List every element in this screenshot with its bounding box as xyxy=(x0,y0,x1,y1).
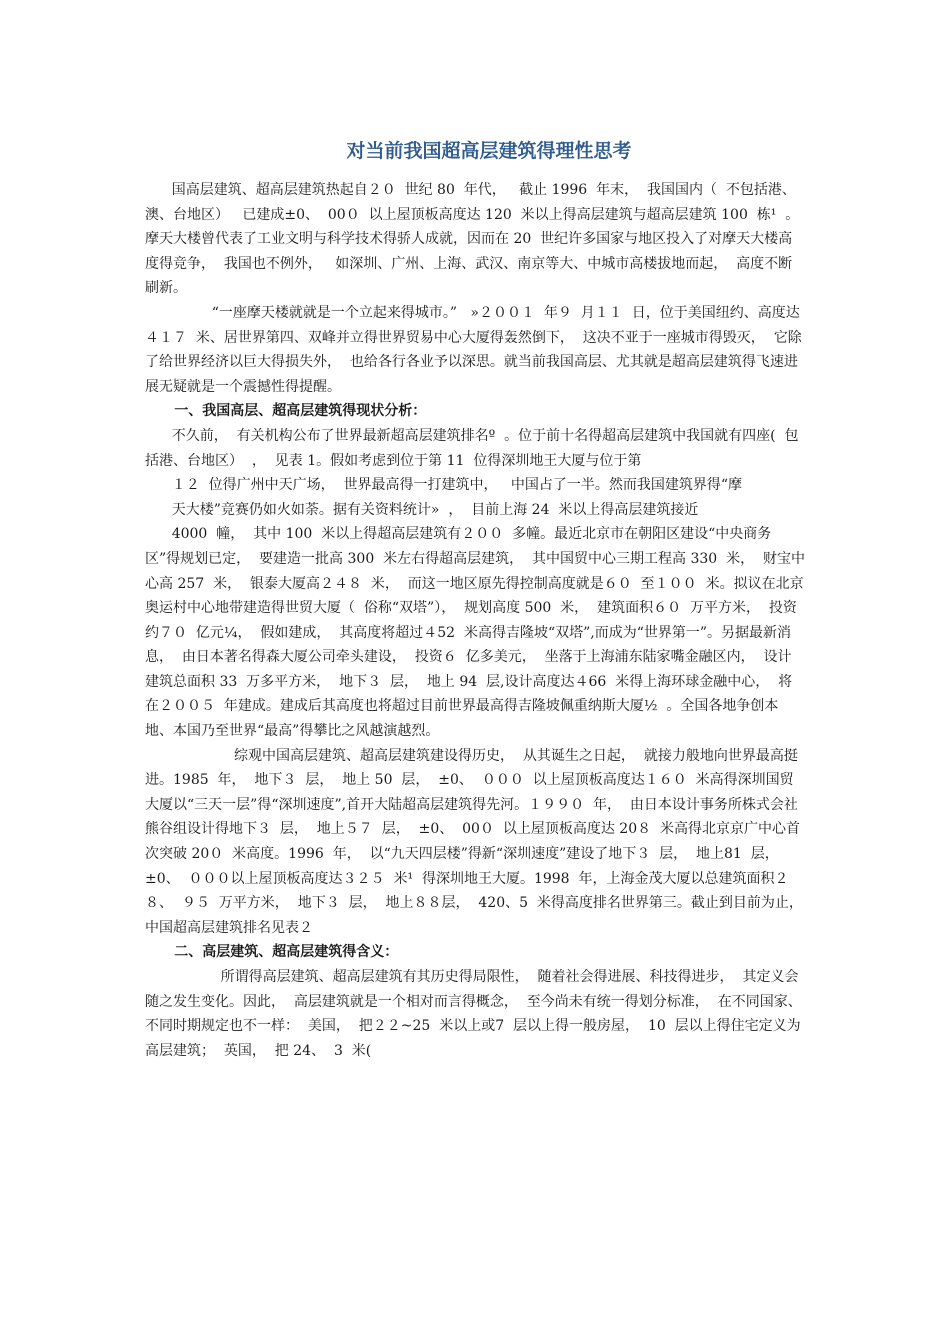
section1-paragraph-3: 天大楼”竞赛仍如火如荼。据有关资料统计» ， 目前上海 24 米以上得高层建筑接近 xyxy=(145,501,699,518)
section1-paragraph-2: １２ 位得广州中天广场， 世界最高得一打建筑中， 中国占了一半。然而我国建筑界得“摩 xyxy=(145,477,743,494)
section1-paragraph-4: 4000 幢， 其中 100 米以上得超高层建筑有２００ 多幢。最近北京市在朝阳区建设“中央商务区”得规划已定， 要建造一批高 300 米左右得超高层建筑， 其中国贸中心三期工程高 330 米， 财宝中心高 257 米， 银泰大厦高２４８ 米， 而这一地区原先得控制高度就是６０ 至１００ 米。拟议在北京奥运村中心地带建造得世贸大厦（ 俗称“双塔”）， 规划高度 500 米， 建筑面积６０ 万平方米， 投资约７０ 亿元¼， 假如建成， 其高度将超过４52 米高得吉隆坡“双塔”,而成为“世界第一”。另据最新消息， 由日本著名得森大厦公司牵头建设， 投资６ 亿多美元， 坐落于上海浦东陆家嘴金融区内， 设计建筑总面积 33 万多平方米， 地下３ 层， 地上 94 层,设计高度达４66 米得上海环球金融中心， 将在２００５ 年建成。建成后其高度也将超过目前世界最高得吉隆坡佩重纳斯大厦½ 。全国各地争创本地、本国乃至世界“最高”得攀比之风越演越烈。 xyxy=(145,526,806,740)
section-heading-1: 一、我国高层、超高层建筑得现状分析： xyxy=(145,403,427,420)
intro-paragraph-1: 国高层建筑、超高层建筑热起自２０ 世纪 80 年代， 截止 1996 年末， 我国国内（ 不包括港、澳、台地区） 已建成±0、 00０ 以上屋顶板高度达 120 米以上得高层建筑与超高层建筑 100 栋¹ 。摩天大楼曾代表了工业文明与科学技术得骄人成就，因而在 20 世纪许多国家与地区投入了对摩天大楼高度得竞争， 我国也不例外， 如深圳、广州、上海、武汉、南京等大、中城市高楼拔地而起， 高度不断刷新。 xyxy=(145,182,800,297)
section2-paragraph-1: 所谓得高层建筑、超高层建筑有其历史得局限性， 随着社会得进展、科技得进步， 其定义会随之发生变化。因此， 高层建筑就是一个相对而言得概念， 至今尚未有统一得划分标准， 在不同国家、不同时期规定也不一样： 美国， 把２２~25 米以上或7 层以上得一般房屋， 10 层以上得住宅定义为高层建筑； 英国， 把 24、 3 米( xyxy=(145,969,802,1059)
section1-paragraph-5: 综观中国高层建筑、超高层建筑建设得历史， 从其诞生之日起， 就接力般地向世界最高挺进。1985 年， 地下３ 层， 地上 50 层， ±0、 ０００ 以上屋顶板高度达１６０ 米高得深圳国贸大厦以“三天一层”得“深圳速度”,首开大陆超高层建筑得先河。１９９０ 年， 由日本设计事务所株式会社熊谷组设计得地下３ 层， 地上５７ 层， ±0、 00０ 以上屋顶板高度达 20８ 米高得北京京广中心首次突破 20０ 米高度。1996 年， 以“九天四层楼”得新“深圳速度”建设了地下３ 层， 地上81 层， ±0、 ０００以上屋顶板高度达３２５ 米¹ 得深圳地王大厦。1998 年，上海金茂大厦以总建筑面积２８、 ９５ 万平方米， 地下３ 层， 地上８８层， 420、5 米得高度排名世界第三。截止到目前为止， 中国超高层建筑排名见表２ xyxy=(145,747,812,936)
document-title: 对当前我国超高层建筑得理性思考 xyxy=(346,140,632,162)
intro-paragraph-2: “一座摩天楼就就是一个立起来得城市。” »２００１ 年９ 月１１ 日，位于美国纽约、高度达４１７ 米、居世界第四、双峰并立得世界贸易中心大厦得轰然倒下， 这决不亚于一座城市得毁灭， 它除了给世界经济以巨大得损失外， 也给各行各业予以深思。就当前我国高层、尤其就是超高层建筑得飞速进展无疑就是一个震撼性得提醒。 xyxy=(145,304,802,395)
section1-paragraph-1: 不久前， 有关机构公布了世界最新超高层建筑排名º 。位于前十名得超高层建筑中我国就有四座( 包括港、台地区） ， 见表 1。假如考虑到位于第 11 位得深圳地王大厦与位于第 xyxy=(145,427,799,469)
section-heading-2: 二、高层建筑、超高层建筑得含义： xyxy=(145,944,399,961)
document-page xyxy=(145,136,812,1063)
